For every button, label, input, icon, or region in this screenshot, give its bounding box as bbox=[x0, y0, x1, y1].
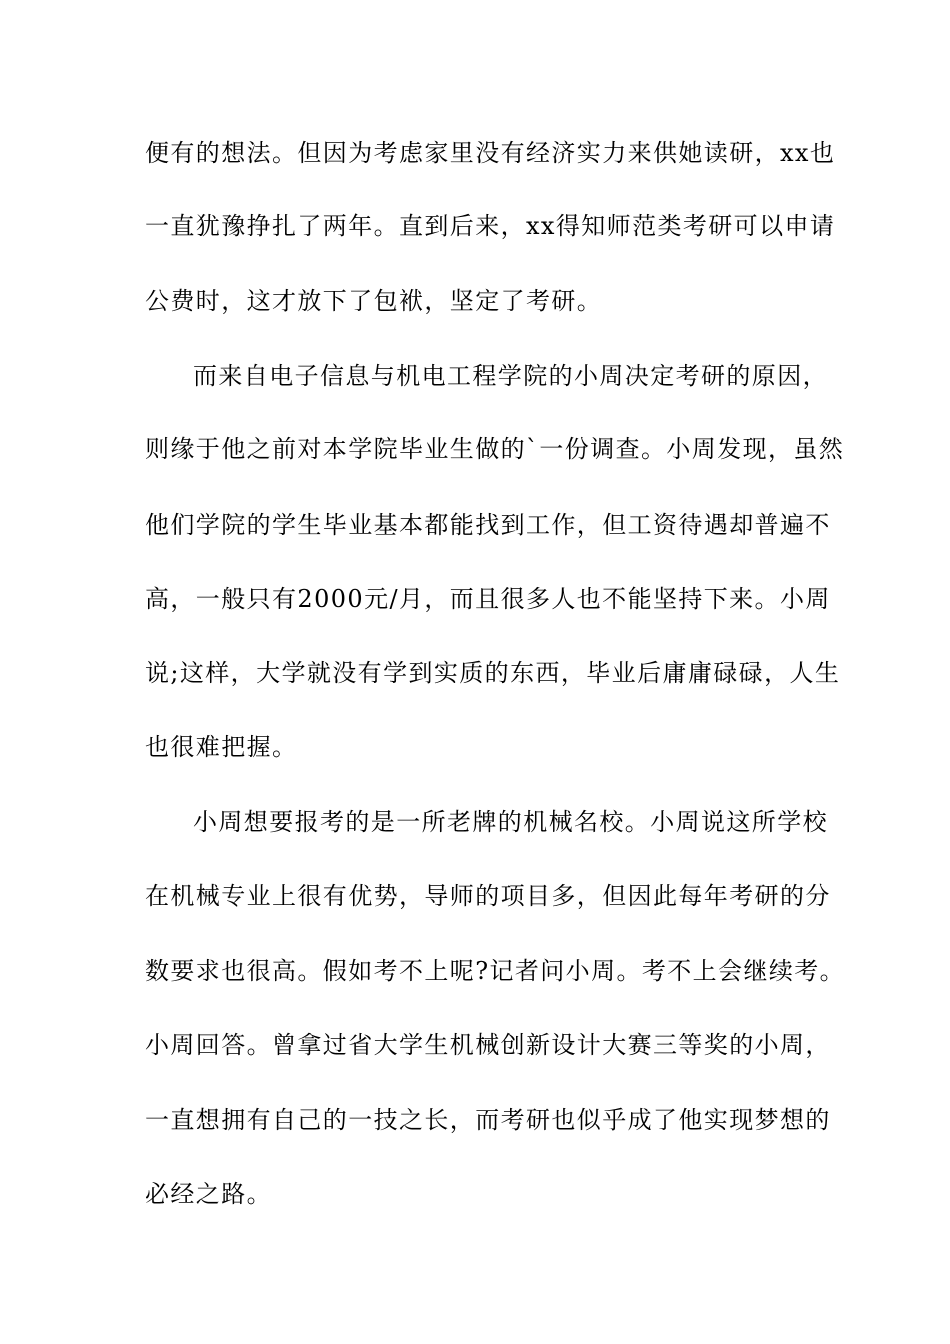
text-line: 也很难把握。 bbox=[145, 733, 298, 761]
text-line: 在机械专业上很有优势，导师的项目多，但因此每年考研的分 bbox=[145, 882, 831, 910]
paragraph-first-line: 而来自电子信息与机电工程学院的小周决定考研的原因， bbox=[193, 362, 828, 390]
text-line: 一直想拥有自己的一技之长，而考研也似乎成了他实现梦想的 bbox=[145, 1106, 831, 1134]
text-line: 他们学院的学生毕业基本都能找到工作，但工资待遇却普遍不 bbox=[145, 511, 831, 539]
text-line: 高，一般只有2000元/月，而且很多人也不能坚持下来。小周 bbox=[145, 585, 831, 613]
text-line: 数要求也很高。假如考不上呢?记者问小周。考不上会继续考。 bbox=[145, 957, 846, 985]
text-line: 说;这样，大学就没有学到实质的东西，毕业后庸庸碌碌，人生 bbox=[145, 659, 841, 687]
paragraph-first-line: 小周想要报考的是一所老牌的机械名校。小周说这所学校 bbox=[193, 808, 828, 836]
text-line: 则缘于他之前对本学院毕业生做的`一份调查。小周发现，虽然 bbox=[145, 435, 845, 463]
text-line: 一直犹豫挣扎了两年。直到后来，xx得知师范类考研可以申请 bbox=[145, 212, 836, 240]
text-line: 必经之路。 bbox=[145, 1180, 272, 1208]
text-line: 公费时，这才放下了包袱，坚定了考研。 bbox=[145, 287, 603, 315]
text-line: 小周回答。曾拿过省大学生机械创新设计大赛三等奖的小周， bbox=[145, 1031, 831, 1059]
text-line: 便有的想法。但因为考虑家里没有经济实力来供她读研，xx也 bbox=[145, 139, 836, 167]
